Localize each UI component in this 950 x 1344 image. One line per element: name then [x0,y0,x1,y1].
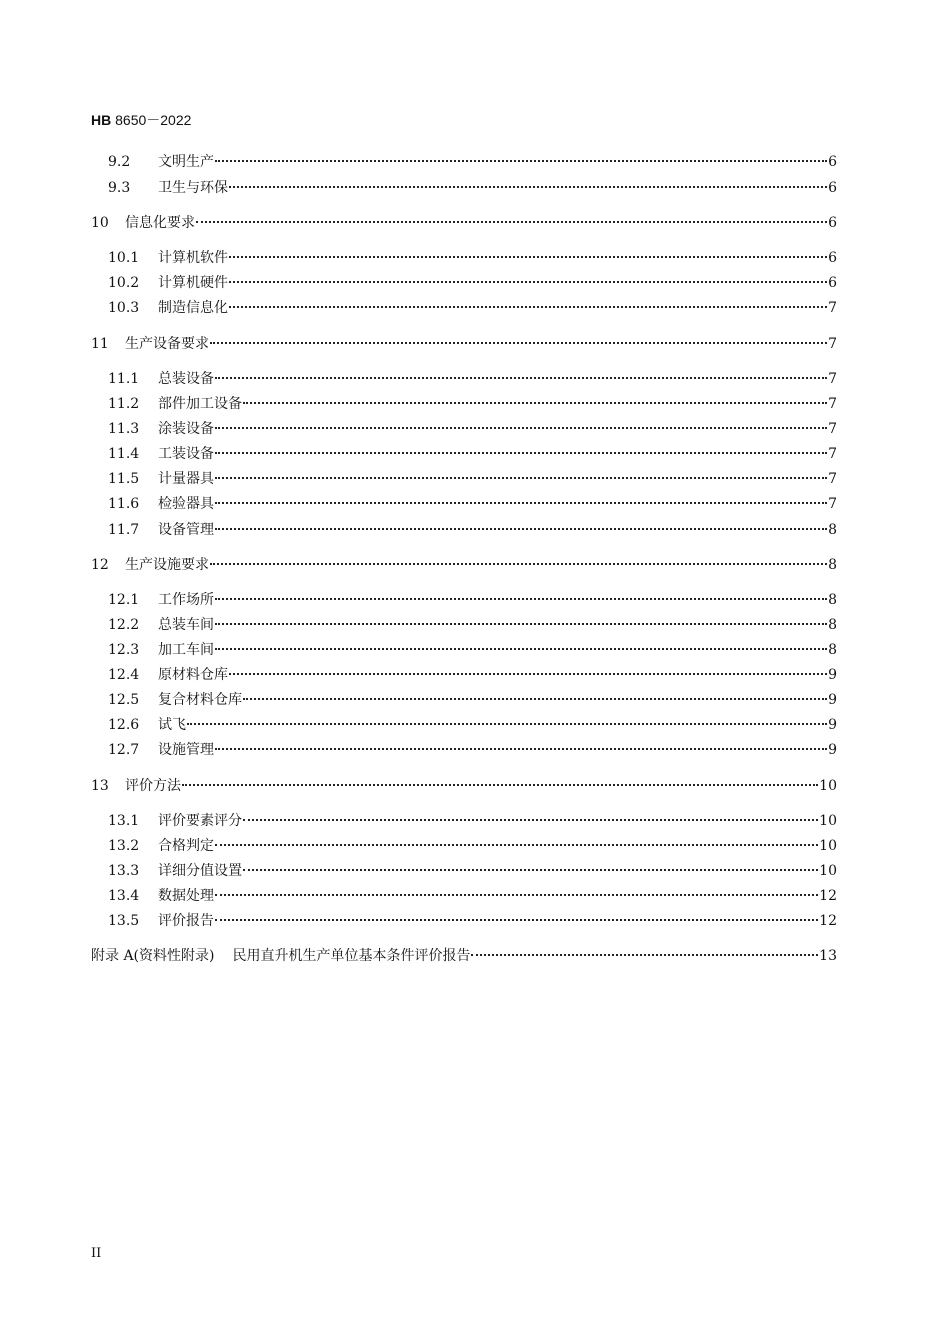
toc-entry[interactable] [108,273,837,293]
toc-entry-title: 合格判定 [158,838,214,854]
toc-entry-number: 11.1 [108,371,140,387]
dot-leader [215,427,827,429]
standard-code: HB [91,112,112,128]
toc-entry-number: 13.5 [108,913,140,929]
toc-entry-page: 10 [819,778,837,794]
toc-entry-number: 12.4 [108,667,140,683]
dot-leader [215,844,818,846]
dot-leader [196,221,827,223]
toc-entry-number: 10.1 [108,250,140,266]
toc-entry[interactable] [108,615,837,635]
toc-entry-page: 6 [828,180,837,196]
toc-entry[interactable] [91,776,837,796]
toc-entry-title: 复合材料仓库 [158,692,242,708]
dot-leader [215,598,827,600]
toc-entry-page: 12 [819,913,837,929]
toc-entry-number: 12.7 [108,742,140,758]
toc-entry-title: 详细分值设置 [158,863,242,879]
dot-leader [215,477,827,479]
toc-entry-title: 工装设备 [158,446,214,462]
dot-leader [210,342,827,344]
toc-entry[interactable] [108,715,837,735]
toc-entry-page: 10 [819,863,837,879]
toc-entry-page: 13 [819,948,837,964]
toc-entry-page: 6 [828,154,837,170]
toc-entry-title: 总装车间 [158,617,214,633]
dot-leader [187,723,827,725]
toc-entry-page: 7 [828,446,837,462]
toc-entry-page: 9 [828,692,837,708]
toc-entry-page: 10 [819,813,837,829]
dot-leader [215,160,827,162]
toc-entry-title: 原材料仓库 [158,667,228,683]
toc-entry-title: 评价报告 [158,913,214,929]
dot-leader [215,377,827,379]
toc-entry-number: 9.2 [108,154,131,170]
toc-entry-page: 6 [828,275,837,291]
toc-entry-title: 检验器具 [158,496,214,512]
toc-entry-title: 设施管理 [158,742,214,758]
toc-entry-title: 涂装设备 [158,421,214,437]
toc-entry-page: 7 [828,336,837,352]
toc-entry[interactable] [108,886,837,906]
toc-entry-number: 9.3 [108,180,131,196]
toc-entry-title: 信息化要求 [125,215,195,231]
toc-entry-number: 13.4 [108,888,140,904]
toc-entry-number: 12 [91,557,109,573]
toc-entry-title: 卫生与环保 [158,180,228,196]
dot-leader [215,919,818,921]
toc-entry[interactable] [108,248,837,268]
dot-leader [229,281,827,283]
toc-entry-number: 13 [91,778,109,794]
toc-entry-page: 7 [828,371,837,387]
toc-entry[interactable] [108,178,837,198]
toc-entry[interactable] [108,640,837,660]
toc-entry-number: 11.5 [108,471,140,487]
toc-entry[interactable] [108,469,837,489]
dot-leader [229,256,827,258]
toc-entry[interactable] [108,861,837,881]
toc-entry-title: 数据处理 [158,888,214,904]
dot-leader [215,623,827,625]
page-number: II [91,1246,102,1261]
toc-entry[interactable] [108,444,837,464]
toc-entry-number: 11.7 [108,522,140,538]
toc-entry-title: 文明生产 [158,154,214,170]
dot-leader [215,748,827,750]
toc-entry-number: 13.1 [108,813,140,829]
toc-entry[interactable] [108,152,837,172]
dot-leader [182,784,818,786]
toc-entry-page: 12 [819,888,837,904]
toc-entry-page: 8 [828,642,837,658]
dot-leader [229,306,827,308]
toc-entry-title: 总装设备 [158,371,214,387]
toc-entry-page: 6 [828,250,837,266]
toc-entry-page: 7 [828,496,837,512]
toc-entry[interactable] [91,213,837,233]
dot-leader [243,819,818,821]
toc-entry[interactable] [108,911,837,931]
toc-entry-title: 工作场所 [158,592,214,608]
toc-entry-page: 9 [828,667,837,683]
toc-entry[interactable] [108,690,837,710]
dot-leader [243,698,827,700]
toc-entry-title: 试飞 [158,717,186,733]
toc-entry-number: 12.1 [108,592,140,608]
toc-entry[interactable] [108,811,837,831]
toc-entry-page: 9 [828,717,837,733]
toc-entry-title: 加工车间 [158,642,214,658]
toc-entry[interactable] [108,520,837,540]
toc-entry-number: 10.3 [108,300,140,316]
dot-leader [471,954,818,956]
toc-entry-title: 计量器具 [158,471,214,487]
toc-entry[interactable] [108,298,837,318]
dot-leader [243,869,818,871]
standard-number: 8650－2022 [115,112,192,128]
toc-entry-number: 12.2 [108,617,140,633]
toc-entry-title: 评价方法 [125,778,181,794]
dot-leader [229,673,827,675]
toc-entry-page: 7 [828,300,837,316]
toc-entry-title: 设备管理 [158,522,214,538]
dot-leader [215,648,827,650]
toc-entry[interactable] [108,494,837,514]
toc-entry-number: 12.3 [108,642,140,658]
toc-entry-number: 11 [91,336,109,352]
toc-entry-page: 7 [828,471,837,487]
toc-entry-number: 11.2 [108,396,140,412]
toc-entry-number: 10.2 [108,275,140,291]
toc-entry[interactable] [108,419,837,439]
toc-entry[interactable] [91,555,837,575]
toc-entry-page: 8 [828,592,837,608]
toc-entry-number: 12.6 [108,717,140,733]
toc-entry-number: 11.6 [108,496,140,512]
toc-entry-title: 计算机软件 [158,250,228,266]
toc-entry-title: 部件加工设备 [158,396,242,412]
toc-entry[interactable] [108,590,837,610]
toc-entry-number: 11.4 [108,446,140,462]
toc-entry-title: 计算机硬件 [158,275,228,291]
toc-entry-number: 11.3 [108,421,140,437]
toc-entry[interactable] [108,394,837,414]
toc-entry-title: 生产设备要求 [125,336,209,352]
toc-entry[interactable] [91,334,837,354]
toc-entry-title: 民用直升机生产单位基本条件评价报告 [232,948,471,964]
dot-leader [215,502,827,504]
dot-leader [243,402,827,404]
toc-entry[interactable] [108,369,837,389]
dot-leader [215,894,818,896]
toc-entry-page: 8 [828,557,837,573]
toc-entry-title: 制造信息化 [158,300,228,316]
dot-leader [229,186,827,188]
toc-entry[interactable] [91,946,837,966]
toc-entry-title: 评价要素评分 [158,813,242,829]
toc-entry-page: 6 [828,215,837,231]
dot-leader [215,452,827,454]
toc-entry-page: 7 [828,396,837,412]
toc-entry-page: 9 [828,742,837,758]
toc-entry-page: 8 [828,522,837,538]
toc-entry-number: 13.3 [108,863,140,879]
dot-leader [210,563,827,565]
toc-entry-page: 7 [828,421,837,437]
toc-entry-page: 10 [819,838,837,854]
toc-entry-number: 附录 A(资料性附录) [91,948,215,964]
toc-entry-number: 12.5 [108,692,140,708]
toc-entry[interactable] [108,665,837,685]
toc-entry[interactable] [108,740,837,760]
toc-entry-number: 10 [91,215,109,231]
toc-entry-number: 13.2 [108,838,140,854]
toc-entry-title: 生产设施要求 [125,557,209,573]
toc-entry[interactable] [108,836,837,856]
dot-leader [215,528,827,530]
toc-entry-page: 8 [828,617,837,633]
